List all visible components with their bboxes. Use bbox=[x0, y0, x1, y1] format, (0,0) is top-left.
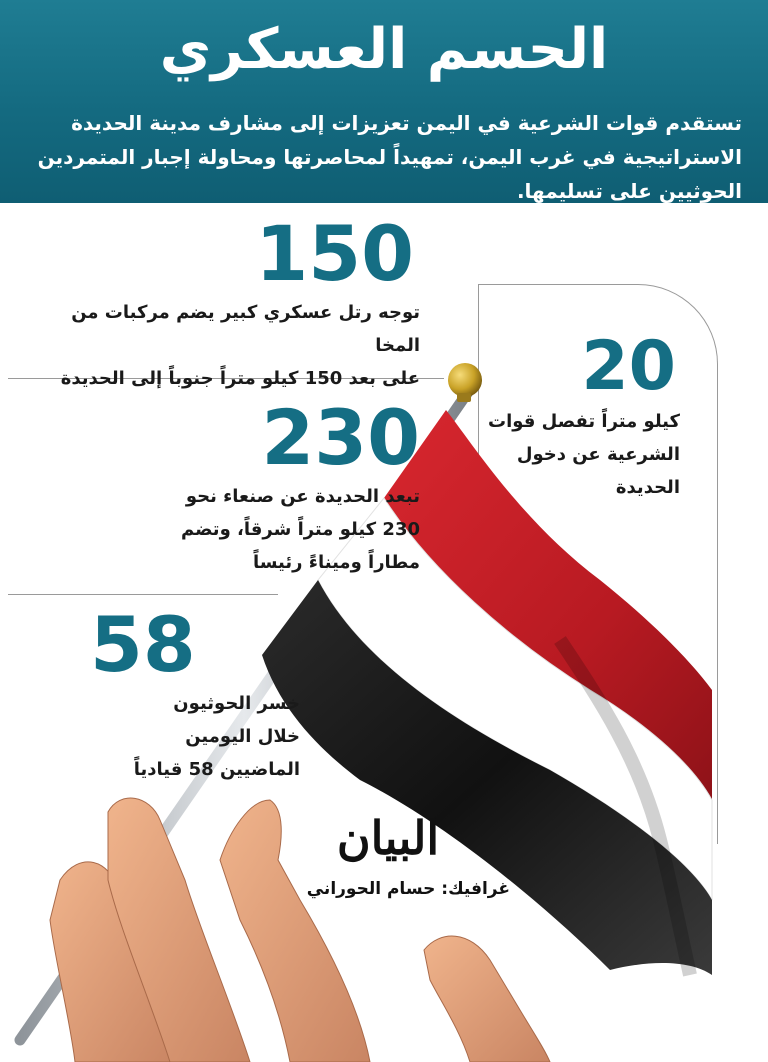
flag-finial bbox=[448, 363, 482, 397]
stat-230-text: تبعد الحديدة عن صنعاء نحو 230 كيلو متراً شرقاً، وتضم مطاراً وميناءً رئيساً bbox=[180, 486, 420, 573]
finial-collar bbox=[457, 393, 471, 402]
stat-150-text: توجه رتل عسكري كبير يضم مركبات من المخا على بعد 150 كيلو متراً جنوباً إلى الحديدة bbox=[60, 302, 420, 389]
graphic-credit: غرافيك: حسام الحوراني bbox=[306, 879, 510, 899]
stat-58-number: 58 bbox=[90, 600, 196, 689]
stat-58 bbox=[60, 600, 300, 786]
stat-20-text: كيلو متراً تفصل قوات الشرعية عن دخول الحديدة bbox=[488, 411, 680, 498]
stat-230 bbox=[60, 393, 420, 579]
albayan-logo: البيان bbox=[336, 811, 440, 865]
hand-4 bbox=[424, 936, 550, 1062]
intro-text: تستقدم قوات الشرعية في اليمن تعزيزات إلى مشارف مدينة الحديدة الاستراتيجية في غرب اليمن، تمهيداً لمحاصرتها ومحاولة إجبار المتمردين الحوثيين على تسليمها. bbox=[37, 111, 742, 203]
stat-230-number: 230 bbox=[261, 393, 420, 482]
stat-150 bbox=[30, 209, 420, 395]
stat-20-number: 20 bbox=[581, 327, 676, 406]
stat-58-text: خسر الحوثيون خلال اليومين الماضيين 58 قيادياً bbox=[133, 693, 300, 780]
stat-20 bbox=[480, 327, 680, 504]
page-title: الحسم العسكري bbox=[159, 17, 609, 82]
stat-150-number: 150 bbox=[255, 209, 414, 298]
